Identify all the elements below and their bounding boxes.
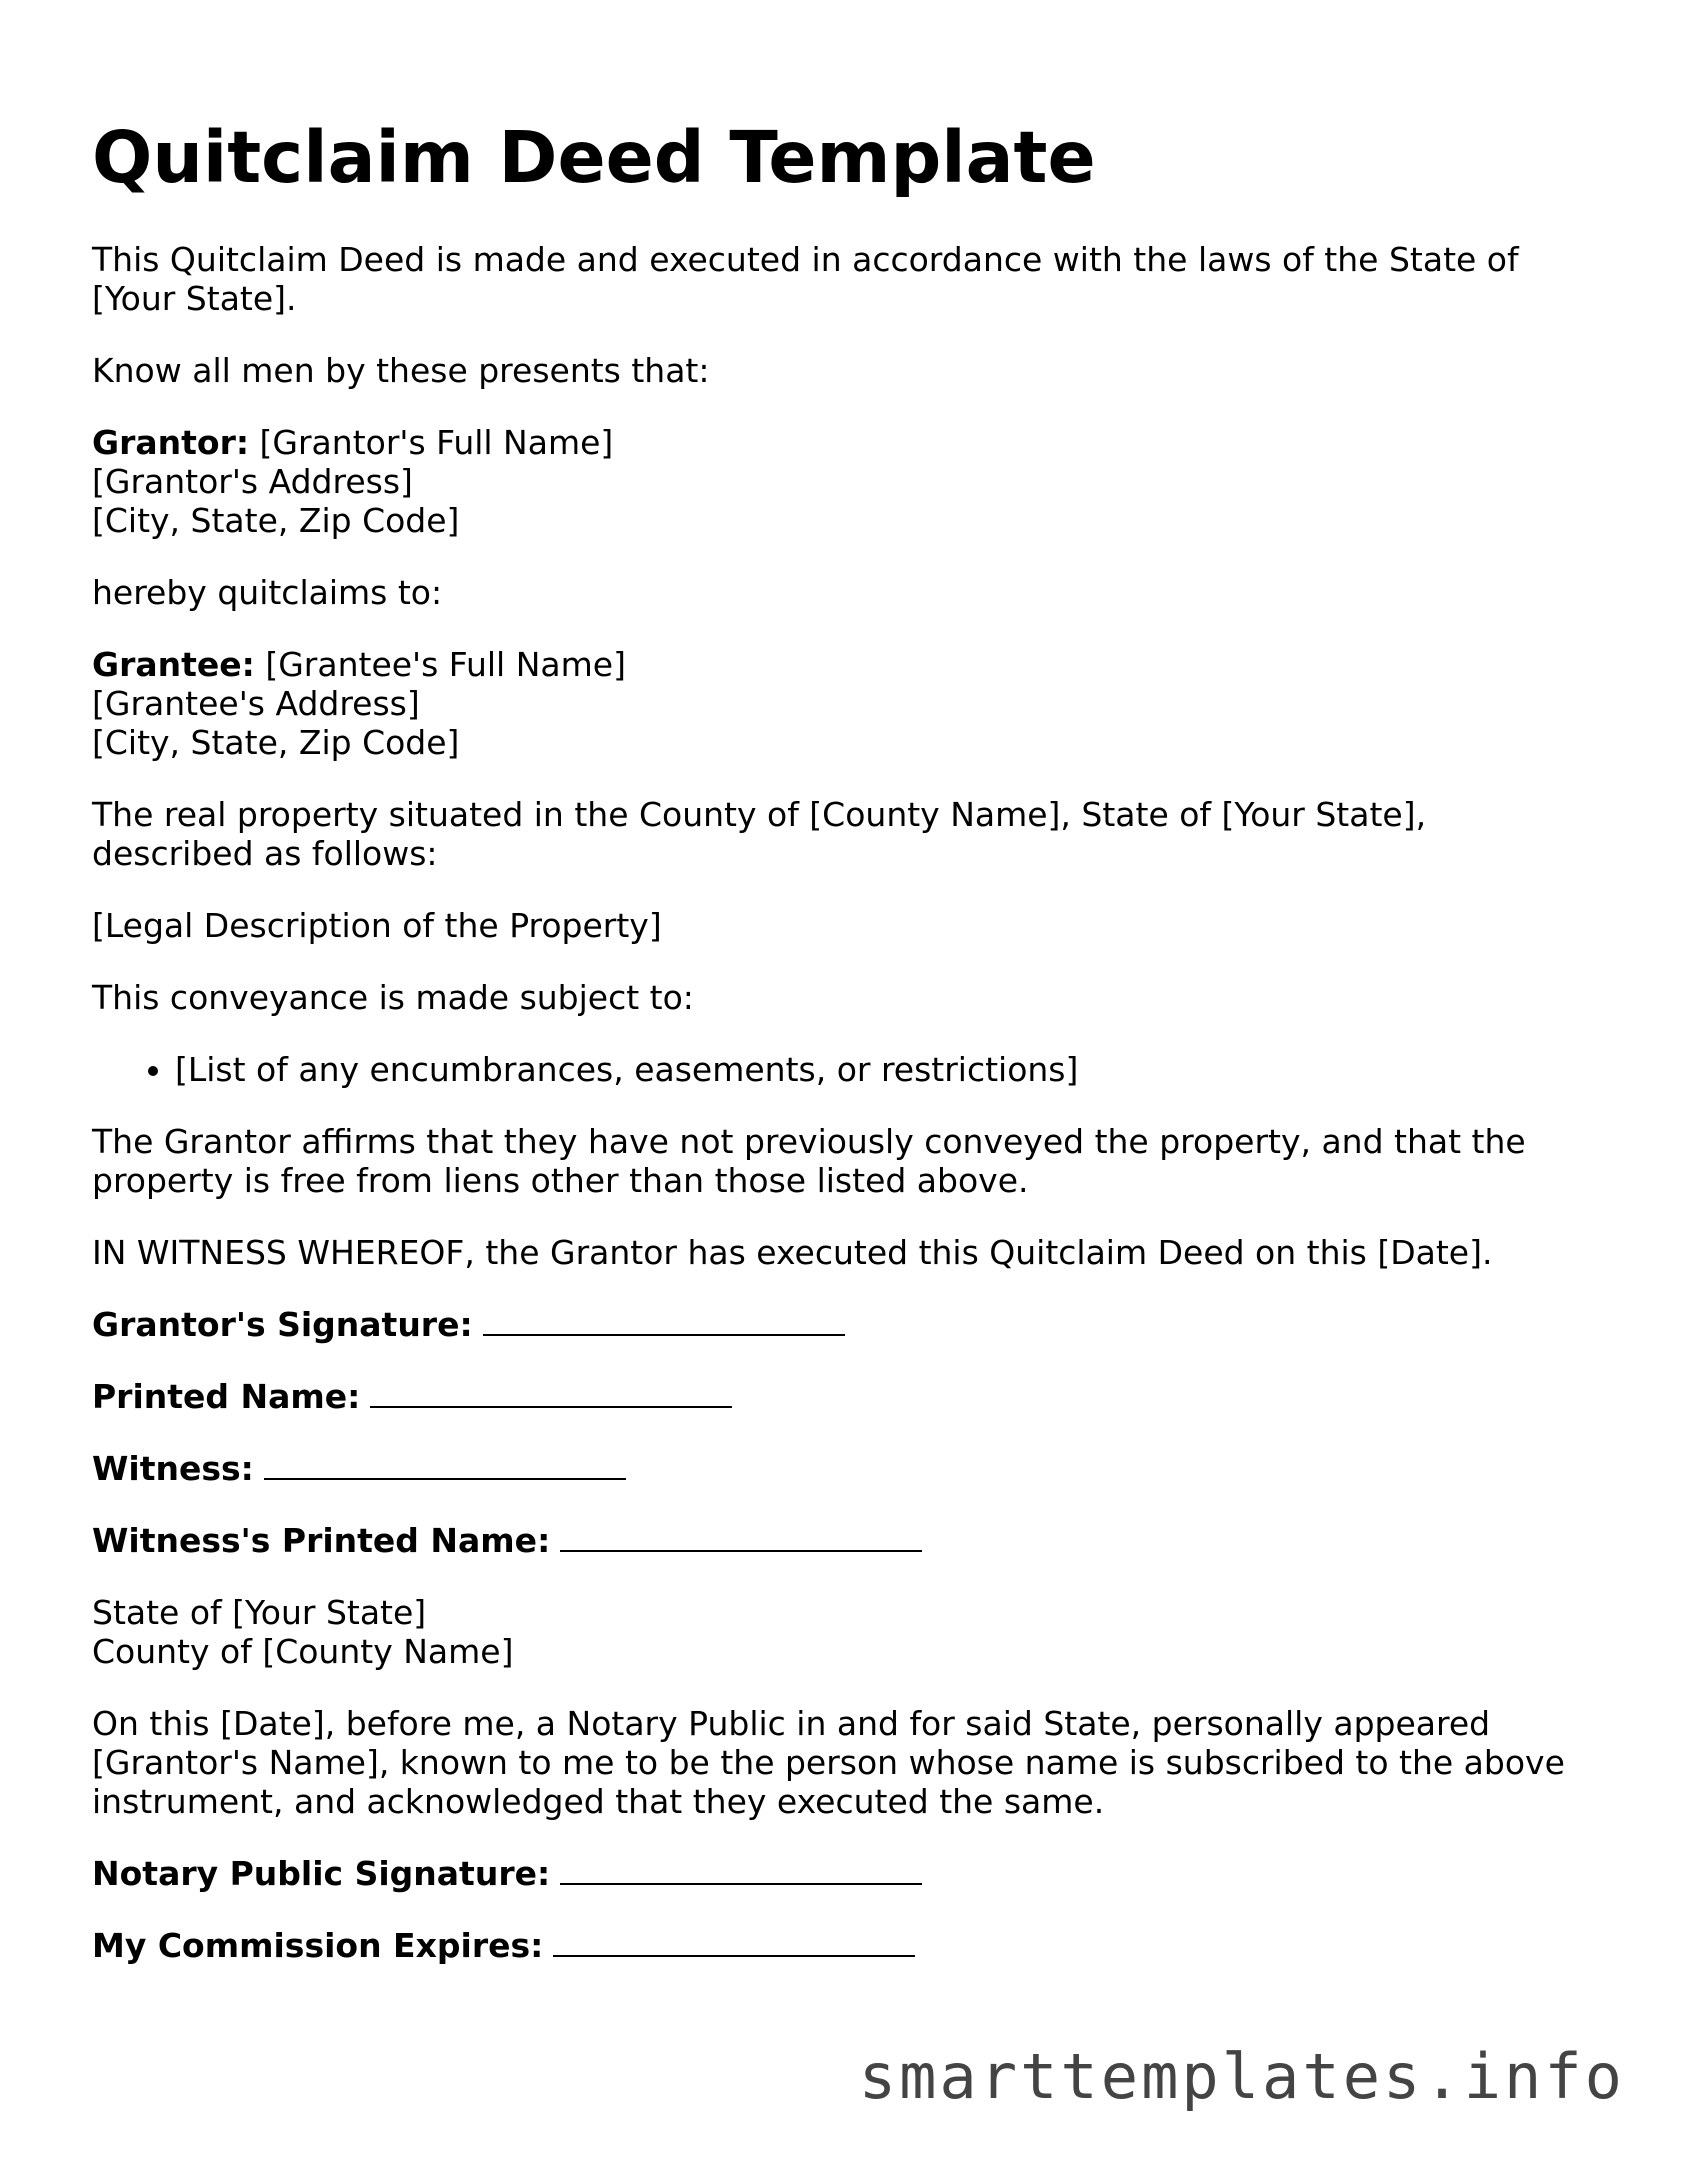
encumbrances-list (92, 1050, 1592, 1089)
know-all-paragraph: Know all men by these presents that: (92, 351, 710, 390)
witness-printed-name-field[interactable] (560, 1524, 922, 1552)
grantee-name-line (92, 645, 1592, 684)
site-watermark: smarttemplates.info (858, 2040, 1625, 2113)
grantee-block (92, 645, 1592, 762)
grantor-city: [City, State, Zip Code] (92, 501, 460, 540)
printed-name-line (92, 1377, 1592, 1416)
grantee-address: [Grantee's Address] (92, 684, 420, 723)
grantor-signature-field[interactable] (483, 1308, 845, 1336)
grantee-label: Grantee: (92, 645, 255, 684)
grantor-label: Grantor: (92, 423, 250, 462)
notary-paragraph: On this [Date], before me, a Notary Public in and for said State, personally appeared [Grantor's Name], known to me to be the person whose name is subscribed to the above instrument, and acknowledged that they executed the same. (92, 1704, 1565, 1821)
document-body (92, 240, 1592, 1998)
subject-paragraph: This conveyance is made subject to: (92, 978, 694, 1017)
commission-expires-line (92, 1926, 1592, 1965)
witness-printed-name-label: Witness's Printed Name: (92, 1521, 551, 1560)
witness-line (92, 1449, 1592, 1488)
notary-signature-field[interactable] (560, 1857, 922, 1885)
witness-printed-name-line (92, 1521, 1592, 1560)
grantor-signature-label: Grantor's Signature: (92, 1305, 473, 1344)
grantor-name-line (92, 423, 1592, 462)
affirms-paragraph: The Grantor affirms that they have not previously conveyed the property, and that the property is free from liens other than those listed above. (92, 1122, 1526, 1200)
grantee-city: [City, State, Zip Code] (92, 723, 460, 762)
commission-expires-field[interactable] (553, 1929, 915, 1957)
intro-paragraph: This Quitclaim Deed is made and executed in accordance with the laws of the State of [Your State]. (92, 240, 1519, 318)
notary-signature-label: Notary Public Signature: (92, 1854, 551, 1893)
printed-name-label: Printed Name: (92, 1377, 361, 1416)
grantee-name: [Grantee's Full Name] (254, 645, 626, 684)
grantor-name: [Grantor's Full Name] (249, 423, 614, 462)
grantor-block (92, 423, 1592, 540)
witness-whereof-paragraph: IN WITNESS WHEREOF, the Grantor has executed this Quitclaim Deed on this [Date]. (92, 1233, 1493, 1272)
witness-field[interactable] (264, 1452, 626, 1480)
legal-description: [Legal Description of the Property] (92, 906, 662, 945)
notary-county: County of [County Name] (92, 1632, 514, 1671)
notary-state: State of [Your State] (92, 1593, 427, 1632)
list-item: • [List of any encumbrances, easements, or restrictions] (175, 1050, 1592, 1089)
property-paragraph: The real property situated in the County of [County Name], State of [Your State], described as follows: (92, 795, 1427, 873)
grantor-signature-line (92, 1305, 1592, 1344)
commission-expires-label: My Commission Expires: (92, 1926, 544, 1965)
notary-signature-line (92, 1854, 1592, 1893)
quitclaims-paragraph: hereby quitclaims to: (92, 573, 443, 612)
page-title: Quitclaim Deed Template (92, 116, 1096, 199)
grantor-address: [Grantor's Address] (92, 462, 413, 501)
witness-label: Witness: (92, 1449, 254, 1488)
printed-name-field[interactable] (370, 1380, 732, 1408)
notary-venue (92, 1593, 1592, 1671)
